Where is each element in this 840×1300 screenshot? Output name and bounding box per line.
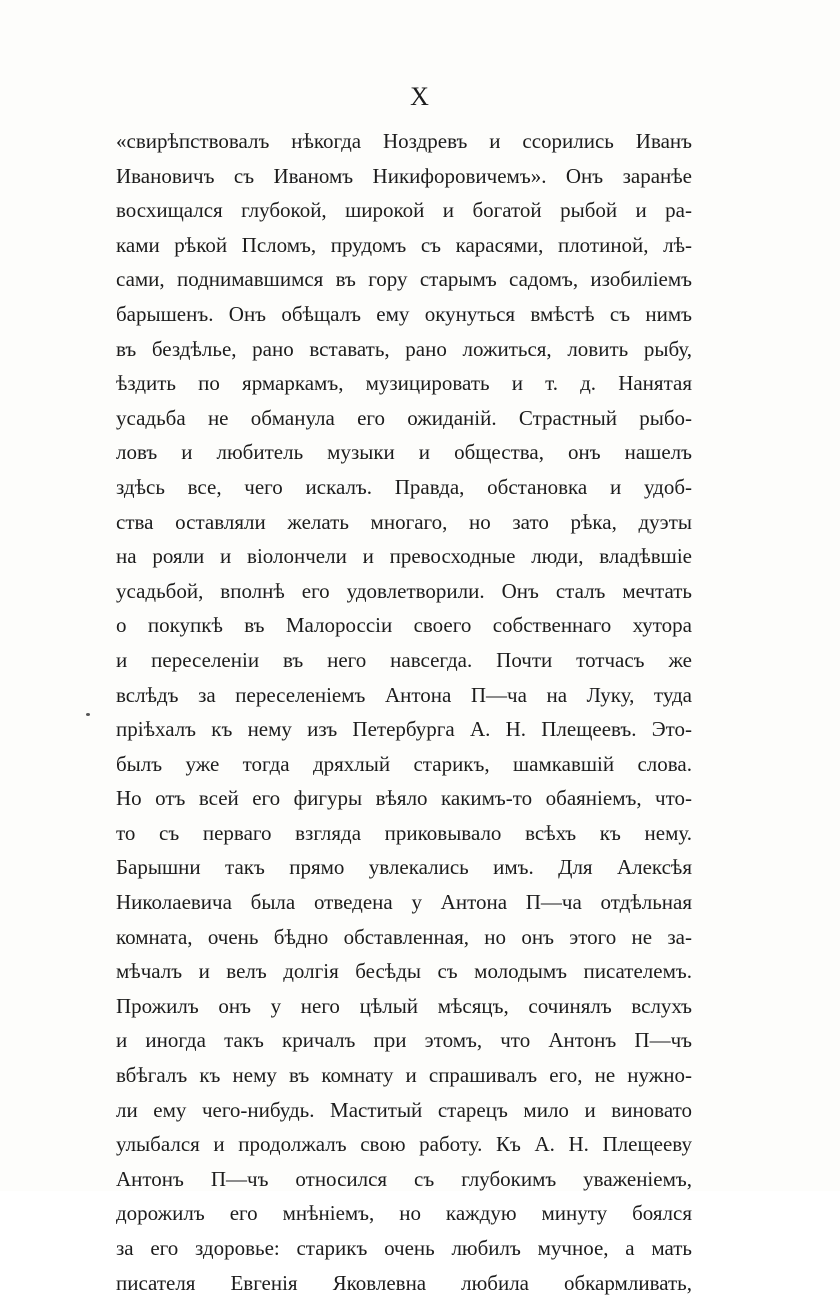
text-line-24: комната, очень бѣдно обставленная, но онъ этого не за- — [116, 924, 692, 949]
text-line-1: «свирѣпствовалъ нѣкогда Ноздревъ и ссорились Иванъ — [116, 129, 692, 153]
text-line-32: дорожилъ его мнѣніемъ, но каждую минуту боялся — [116, 1201, 692, 1226]
text-line-25: мѣчалъ и велъ долгія бесѣды съ молодымъ писателемъ. — [116, 959, 692, 984]
text-line-23: Николаевича была отведена у Антона П—ча отдѣльная — [116, 890, 692, 915]
text-line-4: ками рѣкой Псломъ, прудомъ съ карасями, плотиной, лѣ- — [116, 232, 692, 257]
text-line-9: усадьба не обманула его ожиданій. Страстный рыбо- — [116, 405, 692, 430]
text-line-34: писателя Евгенія Яковлевна любила обкармливать, — [116, 1270, 692, 1295]
text-line-18: пріѣхалъ къ нему изъ Петербурга А. Н. Плещеевъ. Это- — [116, 717, 692, 742]
text-line-5: сами, поднимавшимся въ гору старымъ садомъ, изобиліемъ — [116, 267, 692, 292]
text-line-11: здѣсь все, чего искалъ. Правда, обстановка и удоб- — [116, 474, 692, 499]
text-line-22: Барышни такъ прямо увлекались имъ. Для Алексѣя — [116, 855, 692, 880]
text-line-30: улыбался и продолжалъ свою работу. Къ А. Н. Плещееву — [116, 1132, 692, 1157]
text-line-21: то съ перваго взгляда приковывало всѣхъ къ нему. — [116, 820, 692, 845]
text-line-27: и иногда такъ кричалъ при этомъ, что Антонъ П—чъ — [116, 1028, 692, 1053]
text-line-2: Ивановичъ съ Иваномъ Никифоровичемъ». Онъ заранѣе — [116, 163, 692, 188]
text-line-33: за его здоровье: старикъ очень любилъ мучное, а мать — [116, 1236, 692, 1260]
text-line-13: на рояли и віолончели и превосходные люди, владѣвшіе — [116, 544, 692, 569]
text-line-6: барышенъ. Онъ обѣщалъ ему окунуться вмѣстѣ съ нимъ — [116, 301, 692, 326]
text-line-20: Но отъ всей его фигуры вѣяло какимъ-то обаяніемъ, что- — [116, 786, 692, 811]
text-line-29: ли ему чего-нибудь. Маститый старецъ мило и виновато — [116, 1097, 692, 1122]
text-line-17: вслѣдъ за переселеніемъ Антона П—ча на Луку, туда — [116, 682, 692, 707]
text-line-3: восхищался глубокой, широкой и богатой рыбой и ра- — [116, 198, 692, 223]
text-line-19: былъ уже тогда дряхлый старикъ, шамкавшій слова. — [116, 751, 692, 776]
text-line-8: ѣздить по ярмаркамъ, музицировать и т. д. Нанятая — [116, 371, 692, 396]
text-line-12: ства оставляли желать многаго, но зато рѣка, дуэты — [116, 509, 692, 534]
ink-speck — [86, 713, 90, 716]
page-number: X — [410, 82, 430, 111]
body-text — [116, 124, 692, 1300]
text-line-31: Антонъ П—чъ относился съ глубокимъ уваженіемъ, — [116, 1166, 692, 1191]
text-line-7: въ бездѣлье, рано вставать, рано ложиться, ловить рыбу, — [116, 336, 692, 361]
text-line-16: и переселеніи въ него навсегда. Почти тотчасъ же — [116, 647, 692, 672]
text-line-28: вбѣгалъ къ нему въ комнату и спрашивалъ его, не нужно- — [116, 1063, 692, 1088]
text-line-10: ловъ и любитель музыки и общества, онъ нашелъ — [116, 440, 692, 465]
text-line-14: усадьбой, вполнѣ его удовлетворили. Онъ сталъ мечтать — [116, 578, 692, 603]
text-line-15: о покупкѣ въ Малороссіи своего собственнаго хутора — [116, 613, 692, 638]
text-line-26: Прожилъ онъ у него цѣлый мѣсяцъ, сочинялъ вслухъ — [116, 993, 692, 1018]
